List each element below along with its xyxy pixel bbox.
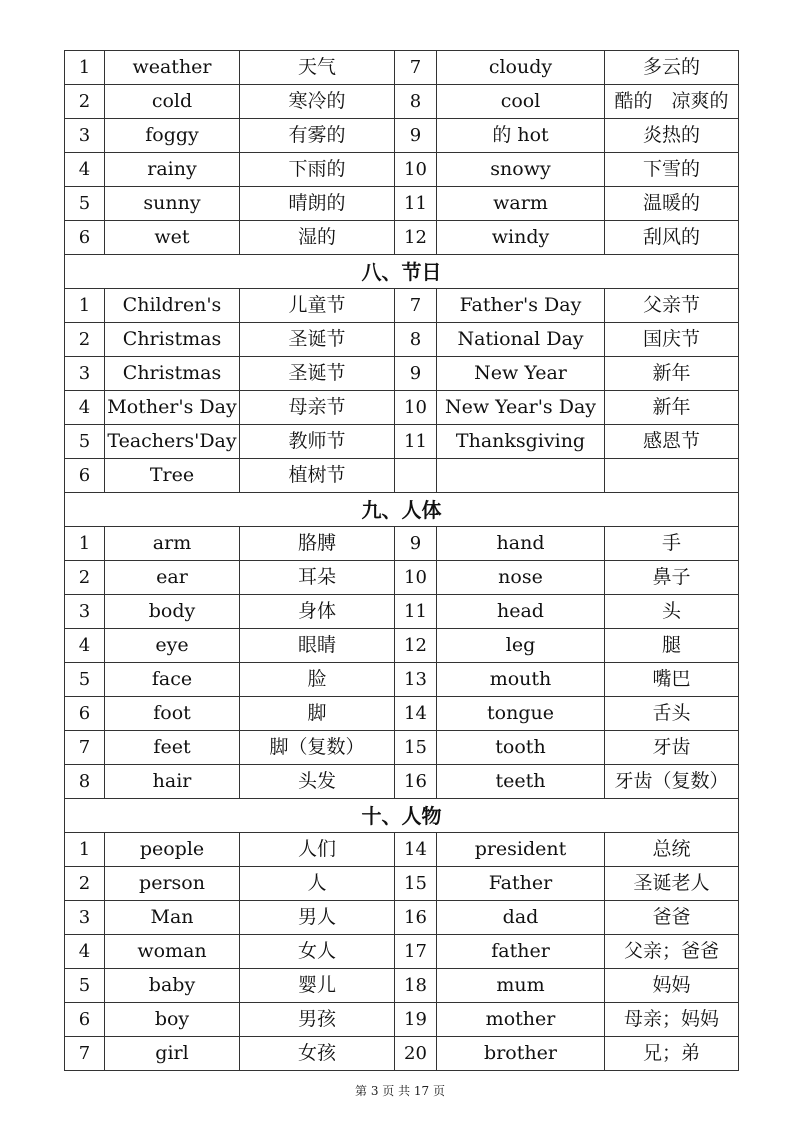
- row-number: 15: [395, 867, 437, 901]
- row-number: 5: [65, 425, 105, 459]
- row-number: 6: [65, 221, 105, 255]
- row-number: 11: [395, 595, 437, 629]
- chinese-meaning: 脸: [240, 663, 395, 697]
- english-word: New Year's Day: [437, 391, 605, 425]
- english-word: cloudy: [437, 51, 605, 85]
- section-header-row: [65, 799, 739, 833]
- chinese-meaning: 男孩: [240, 1003, 395, 1037]
- row-number: 14: [395, 833, 437, 867]
- chinese-meaning: 头发: [240, 765, 395, 799]
- chinese-meaning: 人: [240, 867, 395, 901]
- row-number: 2: [65, 867, 105, 901]
- english-word: rainy: [105, 153, 240, 187]
- section-header-row: [65, 493, 739, 527]
- row-number: 12: [395, 629, 437, 663]
- row-number: [395, 459, 437, 493]
- table-row: [65, 765, 739, 799]
- chinese-meaning: 教师节: [240, 425, 395, 459]
- english-word: Children's: [105, 289, 240, 323]
- row-number: 1: [65, 289, 105, 323]
- row-number: 15: [395, 731, 437, 765]
- row-number: 16: [395, 765, 437, 799]
- chinese-meaning: 新年: [605, 391, 739, 425]
- english-word: head: [437, 595, 605, 629]
- chinese-meaning: 牙齿（复数）: [605, 765, 739, 799]
- row-number: 2: [65, 323, 105, 357]
- chinese-meaning: [605, 459, 739, 493]
- chinese-meaning: 人们: [240, 833, 395, 867]
- table-row: [65, 323, 739, 357]
- english-word: hair: [105, 765, 240, 799]
- english-word: arm: [105, 527, 240, 561]
- table-row: [65, 153, 739, 187]
- row-number: 5: [65, 663, 105, 697]
- english-word: wet: [105, 221, 240, 255]
- row-number: 1: [65, 51, 105, 85]
- table-row: [65, 51, 739, 85]
- chinese-meaning: 酷的 凉爽的: [605, 85, 739, 119]
- chinese-meaning: 父亲节: [605, 289, 739, 323]
- table-row: [65, 1003, 739, 1037]
- chinese-meaning: 植树节: [240, 459, 395, 493]
- table-row: [65, 731, 739, 765]
- row-number: 7: [395, 51, 437, 85]
- english-word: mother: [437, 1003, 605, 1037]
- row-number: 12: [395, 221, 437, 255]
- row-number: 20: [395, 1037, 437, 1071]
- english-word: mum: [437, 969, 605, 1003]
- row-number: 18: [395, 969, 437, 1003]
- row-number: 9: [395, 357, 437, 391]
- chinese-meaning: 多云的: [605, 51, 739, 85]
- english-word: teeth: [437, 765, 605, 799]
- english-word: [437, 459, 605, 493]
- table-row: [65, 697, 739, 731]
- english-word: Christmas: [105, 357, 240, 391]
- english-word: National Day: [437, 323, 605, 357]
- english-word: Father: [437, 867, 605, 901]
- chinese-meaning: 新年: [605, 357, 739, 391]
- english-word: Father's Day: [437, 289, 605, 323]
- table-row: [65, 459, 739, 493]
- chinese-meaning: 晴朗的: [240, 187, 395, 221]
- table-row: [65, 527, 739, 561]
- table-row: [65, 187, 739, 221]
- row-number: 9: [395, 119, 437, 153]
- row-number: 16: [395, 901, 437, 935]
- english-word: weather: [105, 51, 240, 85]
- english-word: eye: [105, 629, 240, 663]
- chinese-meaning: 湿的: [240, 221, 395, 255]
- section-title: 十、人物: [65, 799, 739, 833]
- row-number: 3: [65, 901, 105, 935]
- english-word: brother: [437, 1037, 605, 1071]
- chinese-meaning: 母亲节: [240, 391, 395, 425]
- row-number: 6: [65, 697, 105, 731]
- chinese-meaning: 爸爸: [605, 901, 739, 935]
- table-row: [65, 833, 739, 867]
- row-number: 11: [395, 425, 437, 459]
- english-word: feet: [105, 731, 240, 765]
- chinese-meaning: 女人: [240, 935, 395, 969]
- english-word: tongue: [437, 697, 605, 731]
- row-number: 5: [65, 969, 105, 1003]
- table-row: [65, 425, 739, 459]
- table-row: [65, 969, 739, 1003]
- row-number: 4: [65, 391, 105, 425]
- chinese-meaning: 儿童节: [240, 289, 395, 323]
- english-word: snowy: [437, 153, 605, 187]
- row-number: 7: [65, 731, 105, 765]
- chinese-meaning: 圣诞节: [240, 323, 395, 357]
- chinese-meaning: 妈妈: [605, 969, 739, 1003]
- row-number: 3: [65, 357, 105, 391]
- row-number: 2: [65, 85, 105, 119]
- english-word: father: [437, 935, 605, 969]
- english-word: hand: [437, 527, 605, 561]
- english-word: woman: [105, 935, 240, 969]
- table-row: [65, 357, 739, 391]
- row-number: 17: [395, 935, 437, 969]
- row-number: 4: [65, 935, 105, 969]
- english-word: person: [105, 867, 240, 901]
- english-word: Thanksgiving: [437, 425, 605, 459]
- row-number: 1: [65, 527, 105, 561]
- english-word: warm: [437, 187, 605, 221]
- chinese-meaning: 耳朵: [240, 561, 395, 595]
- row-number: 11: [395, 187, 437, 221]
- english-word: people: [105, 833, 240, 867]
- chinese-meaning: 温暖的: [605, 187, 739, 221]
- table-row: [65, 595, 739, 629]
- chinese-meaning: 总统: [605, 833, 739, 867]
- section-title: 八、节日: [65, 255, 739, 289]
- row-number: 3: [65, 119, 105, 153]
- english-word: body: [105, 595, 240, 629]
- table-row: [65, 561, 739, 595]
- chinese-meaning: 天气: [240, 51, 395, 85]
- english-word: Tree: [105, 459, 240, 493]
- english-word: Christmas: [105, 323, 240, 357]
- english-word: Teachers'Day: [105, 425, 240, 459]
- english-word: foot: [105, 697, 240, 731]
- chinese-meaning: 胳膊: [240, 527, 395, 561]
- chinese-meaning: 刮风的: [605, 221, 739, 255]
- chinese-meaning: 身体: [240, 595, 395, 629]
- english-word: leg: [437, 629, 605, 663]
- chinese-meaning: 手: [605, 527, 739, 561]
- row-number: 14: [395, 697, 437, 731]
- row-number: 2: [65, 561, 105, 595]
- english-word: foggy: [105, 119, 240, 153]
- row-number: 9: [395, 527, 437, 561]
- row-number: 10: [395, 153, 437, 187]
- chinese-meaning: 眼睛: [240, 629, 395, 663]
- chinese-meaning: 兄；弟: [605, 1037, 739, 1071]
- chinese-meaning: 男人: [240, 901, 395, 935]
- row-number: 10: [395, 391, 437, 425]
- row-number: 7: [395, 289, 437, 323]
- english-word: 的 hot: [437, 119, 605, 153]
- chinese-meaning: 母亲；妈妈: [605, 1003, 739, 1037]
- chinese-meaning: 脚: [240, 697, 395, 731]
- chinese-meaning: 脚（复数）: [240, 731, 395, 765]
- section-title: 九、人体: [65, 493, 739, 527]
- chinese-meaning: 下雪的: [605, 153, 739, 187]
- english-word: ear: [105, 561, 240, 595]
- table-row: [65, 85, 739, 119]
- table-row: [65, 221, 739, 255]
- english-word: boy: [105, 1003, 240, 1037]
- row-number: 6: [65, 1003, 105, 1037]
- english-word: cold: [105, 85, 240, 119]
- vocabulary-table: [64, 50, 739, 1071]
- table-row: [65, 867, 739, 901]
- table-row: [65, 629, 739, 663]
- english-word: nose: [437, 561, 605, 595]
- chinese-meaning: 婴儿: [240, 969, 395, 1003]
- chinese-meaning: 鼻子: [605, 561, 739, 595]
- chinese-meaning: 寒冷的: [240, 85, 395, 119]
- table-row: [65, 289, 739, 323]
- row-number: 19: [395, 1003, 437, 1037]
- chinese-meaning: 嘴巴: [605, 663, 739, 697]
- row-number: 7: [65, 1037, 105, 1071]
- table-row: [65, 935, 739, 969]
- english-word: president: [437, 833, 605, 867]
- chinese-meaning: 女孩: [240, 1037, 395, 1071]
- chinese-meaning: 国庆节: [605, 323, 739, 357]
- chinese-meaning: 父亲；爸爸: [605, 935, 739, 969]
- chinese-meaning: 牙齿: [605, 731, 739, 765]
- table-row: [65, 663, 739, 697]
- english-word: Man: [105, 901, 240, 935]
- table-row: [65, 1037, 739, 1071]
- chinese-meaning: 炎热的: [605, 119, 739, 153]
- row-number: 1: [65, 833, 105, 867]
- row-number: 3: [65, 595, 105, 629]
- english-word: baby: [105, 969, 240, 1003]
- english-word: tooth: [437, 731, 605, 765]
- row-number: 4: [65, 629, 105, 663]
- chinese-meaning: 舌头: [605, 697, 739, 731]
- chinese-meaning: 有雾的: [240, 119, 395, 153]
- chinese-meaning: 圣诞老人: [605, 867, 739, 901]
- section-header-row: [65, 255, 739, 289]
- table-row: [65, 119, 739, 153]
- page-footer: 第 3 页 共 17 页: [355, 1084, 445, 1098]
- row-number: 8: [395, 323, 437, 357]
- english-word: New Year: [437, 357, 605, 391]
- english-word: Mother's Day: [105, 391, 240, 425]
- english-word: face: [105, 663, 240, 697]
- english-word: dad: [437, 901, 605, 935]
- english-word: cool: [437, 85, 605, 119]
- table-row: [65, 391, 739, 425]
- row-number: 8: [65, 765, 105, 799]
- table-row: [65, 901, 739, 935]
- chinese-meaning: 感恩节: [605, 425, 739, 459]
- english-word: sunny: [105, 187, 240, 221]
- row-number: 13: [395, 663, 437, 697]
- english-word: mouth: [437, 663, 605, 697]
- row-number: 6: [65, 459, 105, 493]
- row-number: 8: [395, 85, 437, 119]
- english-word: windy: [437, 221, 605, 255]
- row-number: 10: [395, 561, 437, 595]
- row-number: 5: [65, 187, 105, 221]
- chinese-meaning: 头: [605, 595, 739, 629]
- row-number: 4: [65, 153, 105, 187]
- english-word: girl: [105, 1037, 240, 1071]
- chinese-meaning: 圣诞节: [240, 357, 395, 391]
- chinese-meaning: 腿: [605, 629, 739, 663]
- chinese-meaning: 下雨的: [240, 153, 395, 187]
